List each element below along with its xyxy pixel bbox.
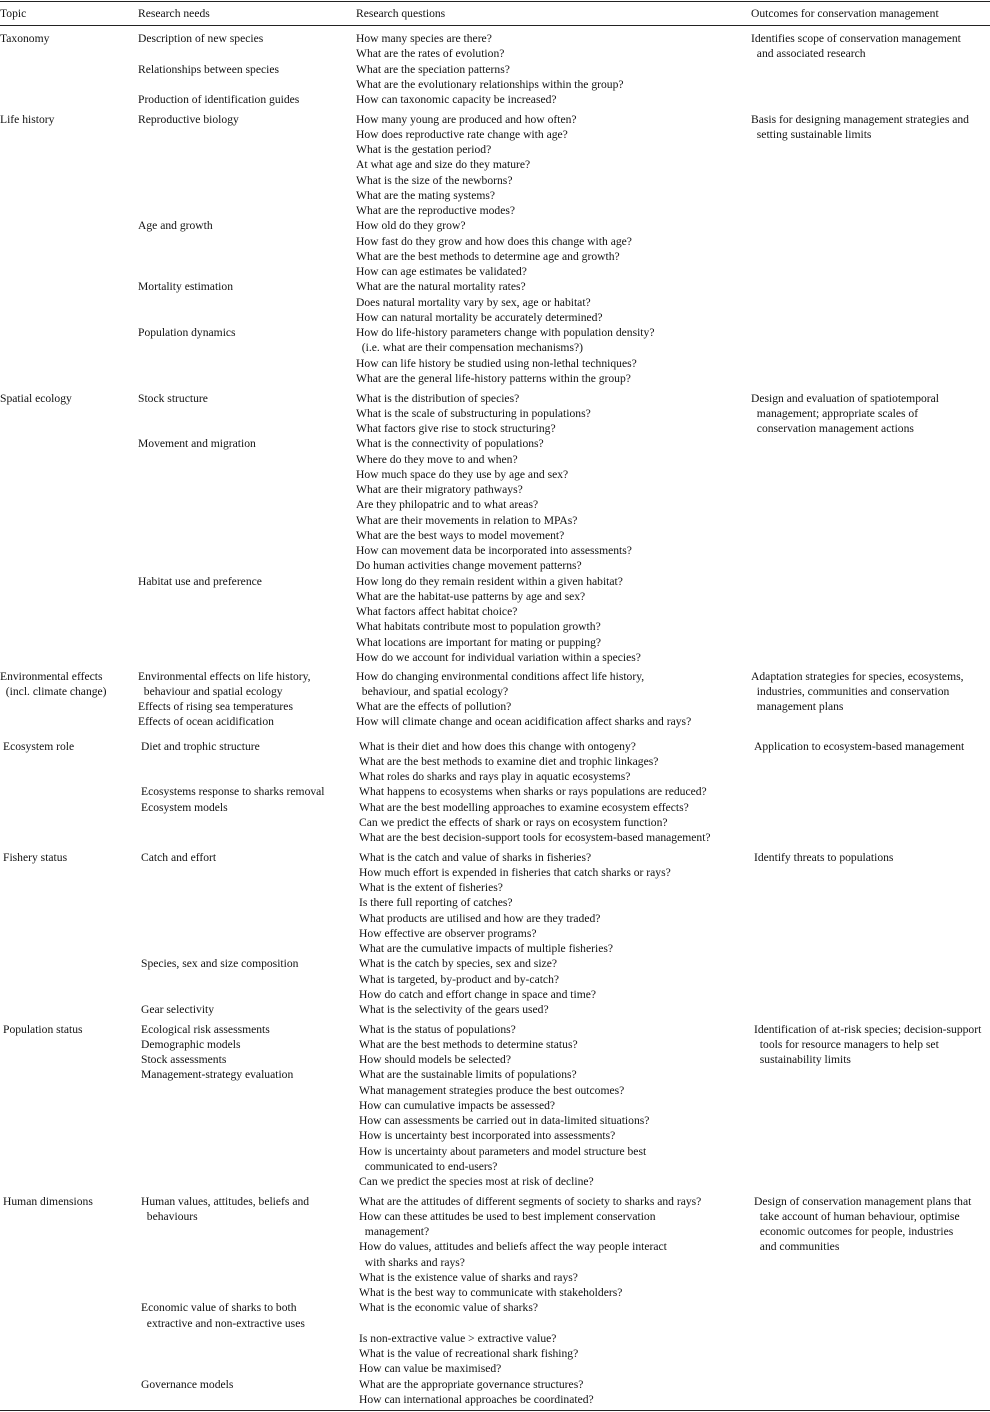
header-topic: Topic xyxy=(0,7,27,20)
research-question: How much space do they use by age and sex? xyxy=(356,467,569,481)
research-question: How do changing environmental conditions affect life history, xyxy=(356,669,645,683)
research-need: Species, sex and size composition xyxy=(141,957,299,971)
research-question: Is there full reporting of catches? xyxy=(359,896,513,910)
research-question: How should models be selected? xyxy=(359,1053,511,1066)
research-question: How can cumulative impacts be assessed? xyxy=(359,1098,556,1112)
research-question: What are their migratory pathways? xyxy=(356,483,523,496)
conservation-outcome: management; appropriate scales of xyxy=(751,406,919,420)
research-question: What are the natural mortality rates? xyxy=(356,280,526,294)
conservation-outcome: setting sustainable limits xyxy=(751,127,872,141)
research-question: What roles do sharks and rays play in aquatic ecosystems? xyxy=(359,770,631,783)
research-question: What are the attitudes of different segments of society to sharks and rays? xyxy=(359,1194,702,1208)
research-question: What management strategies produce the best outcomes? xyxy=(359,1083,625,1097)
bottom-rule xyxy=(0,1410,990,1411)
research-question: How will climate change and ocean acidification affect sharks and rays? xyxy=(356,715,692,729)
header-research-questions: Research questions xyxy=(356,7,446,20)
research-question: What are the best modelling approaches to examine ecosystem effects? xyxy=(359,800,689,814)
conservation-outcome: take account of human behaviour, optimise xyxy=(754,1209,960,1223)
research-need: Stock structure xyxy=(138,391,208,405)
topic-label: Life history xyxy=(0,112,55,126)
research-question: What are the cumulative impacts of multiple fisheries? xyxy=(359,942,614,955)
conservation-outcome: Identification of at-risk species; decision-support xyxy=(754,1022,982,1036)
research-question: What are their movements in relation to MPAs? xyxy=(356,513,578,527)
research-need: Governance models xyxy=(141,1377,234,1391)
research-need: Description of new species xyxy=(138,32,264,45)
research-question: What factors affect habitat choice? xyxy=(356,605,518,618)
research-need: Ecosystem models xyxy=(141,800,228,814)
research-question: What are the general life-history patterns within the group? xyxy=(356,371,631,385)
conservation-outcome: conservation management actions xyxy=(751,422,914,435)
research-question: How can life history be studied using non-lethal techniques? xyxy=(356,356,637,370)
research-need: extractive and non-extractive uses xyxy=(141,1316,305,1330)
research-question: What are the best ways to model movement? xyxy=(356,528,565,542)
research-need: Management-strategy evaluation xyxy=(141,1068,294,1082)
top-rule xyxy=(0,1,990,2)
research-need: Gear selectivity xyxy=(141,1003,215,1016)
conservation-outcome: tools for resource managers to help set xyxy=(754,1037,939,1051)
research-question: What is the status of populations? xyxy=(359,1022,516,1036)
research-question: How do values, attitudes and beliefs affect the way people interact xyxy=(359,1240,667,1254)
research-question: How is uncertainty about parameters and model structure best xyxy=(359,1144,647,1158)
research-question: How can movement data be incorporated into assessments? xyxy=(356,544,632,557)
research-need: Ecological risk assessments xyxy=(141,1022,270,1036)
conservation-outcome: Identifies scope of conservation management xyxy=(751,32,961,45)
conservation-outcome: Design and evaluation of spatiotemporal xyxy=(751,391,940,405)
research-question: behaviour, and spatial ecology? xyxy=(356,684,509,698)
research-need: Relationships between species xyxy=(138,62,280,76)
research-question: How is uncertainty best incorporated into assessments? xyxy=(359,1129,616,1143)
research-question: What is the existence value of sharks and rays? xyxy=(359,1270,578,1284)
research-question: What is the catch by species, sex and size? xyxy=(359,957,557,971)
research-need: Environmental effects on life history, xyxy=(138,669,311,683)
research-question: Can we predict the effects of shark or rays on ecosystem function? xyxy=(359,815,668,829)
research-question: Are they philopatric and to what areas? xyxy=(356,498,539,512)
conservation-outcome: Basis for designing management strategies and xyxy=(751,112,969,126)
topic-label: Environmental effects xyxy=(0,669,103,683)
research-question: How do we account for individual variation within a species? xyxy=(356,650,641,664)
research-question: Is non-extractive value > extractive value? xyxy=(359,1331,557,1345)
topic-label: Ecosystem role xyxy=(3,739,75,753)
research-question: How long do they remain resident within a given habitat? xyxy=(356,574,623,588)
research-need: behaviours xyxy=(141,1209,198,1223)
header-outcomes: Outcomes for conservation management xyxy=(751,7,939,20)
research-question: What are the appropriate governance structures? xyxy=(359,1377,584,1391)
research-need: Production of identification guides xyxy=(138,93,300,106)
header-research-needs: Research needs xyxy=(138,7,210,20)
research-question: Where do they move to and when? xyxy=(356,452,518,466)
research-need: Effects of rising sea temperatures xyxy=(138,700,293,713)
topic-label: (incl. climate change) xyxy=(0,684,107,698)
research-question: How do catch and effort change in space and time? xyxy=(359,987,597,1001)
research-need: Reproductive biology xyxy=(138,112,239,126)
research-question: What is the size of the newborns? xyxy=(356,173,513,187)
research-question: What is the connectivity of populations? xyxy=(356,437,544,451)
research-question: What are the habitat-use patterns by age and sex? xyxy=(356,589,586,603)
research-need: Mortality estimation xyxy=(138,280,233,294)
research-question: What are the speciation patterns? xyxy=(356,62,510,76)
research-question: How can assessments be carried out in data-limited situations? xyxy=(359,1114,650,1127)
conservation-outcome: sustainability limits xyxy=(754,1053,851,1066)
research-question: How many young are produced and how often? xyxy=(356,112,577,126)
research-need: Diet and trophic structure xyxy=(141,739,260,753)
conservation-outcome: Identify threats to populations xyxy=(754,850,894,864)
research-question: communicated to end-users? xyxy=(359,1159,498,1173)
research-question: Do human activities change movement patterns? xyxy=(356,559,582,573)
topic-label: Fishery status xyxy=(3,850,68,864)
research-question: What is targeted, by-product and by-catch? xyxy=(359,972,560,986)
research-question: What are the effects of pollution? xyxy=(356,700,512,713)
conservation-outcome: and communities xyxy=(754,1240,840,1254)
research-question: What are the mating systems? xyxy=(356,188,496,202)
research-question: What is the distribution of species? xyxy=(356,391,520,405)
research-need: Age and growth xyxy=(138,219,213,233)
topic-label: Taxonomy xyxy=(0,32,50,45)
conservation-outcome: management plans xyxy=(751,700,844,713)
conservation-outcome: and associated research xyxy=(751,47,866,61)
research-need: Stock assessments xyxy=(141,1053,227,1066)
research-question: At what age and size do they mature? xyxy=(356,158,531,172)
research-question: (i.e. what are their compensation mechanisms?) xyxy=(356,341,583,355)
conservation-outcome: industries, communities and conservation xyxy=(751,684,950,698)
topic-label: Spatial ecology xyxy=(0,391,72,405)
research-question: How old do they grow? xyxy=(356,219,466,233)
conservation-outcome: Application to ecosystem-based management xyxy=(754,739,965,753)
research-question: How can natural mortality be accurately determined? xyxy=(356,310,603,324)
topic-label: Human dimensions xyxy=(3,1194,93,1208)
research-question: How can these attitudes be used to best implement conservation xyxy=(359,1209,656,1223)
research-question: What happens to ecosystems when sharks or rays populations are reduced? xyxy=(359,785,707,799)
research-need: Population dynamics xyxy=(138,326,236,339)
research-question: What locations are important for mating or pupping? xyxy=(356,635,602,649)
research-question: How do life-history parameters change with population density? xyxy=(356,326,655,339)
research-question: How does reproductive rate change with age? xyxy=(356,127,568,141)
research-need: Effects of ocean acidification xyxy=(138,715,274,729)
research-question: What is the economic value of sharks? xyxy=(359,1301,538,1315)
research-need: Catch and effort xyxy=(141,850,217,864)
research-question: What is the best way to communicate with stakeholders? xyxy=(359,1286,623,1299)
research-need: Demographic models xyxy=(141,1037,241,1051)
research-question: How much effort is expended in fisheries that catch sharks or rays? xyxy=(359,865,671,879)
research-question: How can international approaches be coordinated? xyxy=(359,1392,594,1406)
research-question: What is the value of recreational shark fishing? xyxy=(359,1347,579,1360)
research-question: How many species are there? xyxy=(356,32,492,45)
research-question: How can age estimates be validated? xyxy=(356,265,527,278)
research-question: What are the best decision-support tools for ecosystem-based management? xyxy=(359,831,711,844)
research-question: What are the sustainable limits of populations? xyxy=(359,1068,577,1082)
research-need: Ecosystems response to sharks removal xyxy=(141,785,325,799)
research-question: What products are utilised and how are they traded? xyxy=(359,911,601,925)
research-need: Habitat use and preference xyxy=(138,574,262,588)
research-need: behaviour and spatial ecology xyxy=(138,684,283,698)
research-question: How effective are observer programs? xyxy=(359,926,537,940)
research-question: with sharks and rays? xyxy=(359,1255,465,1269)
research-question: Does natural mortality vary by sex, age or habitat? xyxy=(356,295,591,309)
research-question: What are the best methods to determine status? xyxy=(359,1037,578,1051)
research-question: What are the evolutionary relationships within the group? xyxy=(356,77,624,91)
research-question: What is their diet and how does this change with ontogeny? xyxy=(359,739,636,753)
research-question: What is the selectivity of the gears used? xyxy=(359,1003,549,1016)
research-question: What habitats contribute most to population growth? xyxy=(356,620,601,634)
research-question: Can we predict the species most at risk of decline? xyxy=(359,1175,594,1188)
research-question: What factors give rise to stock structuring? xyxy=(356,422,556,435)
conservation-outcome: economic outcomes for people, industries xyxy=(754,1225,954,1238)
research-need: Economic value of sharks to both xyxy=(141,1301,297,1315)
research-question: What are the reproductive modes? xyxy=(356,204,516,217)
research-question: What are the best methods to determine age and growth? xyxy=(356,249,620,263)
research-question: How can value be maximised? xyxy=(359,1362,502,1376)
research-question: What are the rates of evolution? xyxy=(356,47,505,61)
research-question: What are the best methods to examine diet and trophic linkages? xyxy=(359,754,659,768)
conservation-outcome: Design of conservation management plans that xyxy=(754,1194,972,1208)
research-question: What is the scale of substructuring in populations? xyxy=(356,406,591,420)
research-need: Human values, attitudes, beliefs and xyxy=(141,1194,310,1208)
research-question: What is the gestation period? xyxy=(356,143,492,156)
research-question: What is the extent of fisheries? xyxy=(359,881,503,894)
conservation-outcome: Adaptation strategies for species, ecosystems, xyxy=(751,669,964,683)
research-question: How fast do they grow and how does this change with age? xyxy=(356,234,632,248)
header-rule xyxy=(0,25,990,26)
research-question: How can taxonomic capacity be increased? xyxy=(356,93,557,106)
research-need: Movement and migration xyxy=(138,437,256,451)
research-question: What is the catch and value of sharks in fisheries? xyxy=(359,850,592,864)
research-question: management? xyxy=(359,1225,430,1238)
topic-label: Population status xyxy=(3,1022,83,1036)
